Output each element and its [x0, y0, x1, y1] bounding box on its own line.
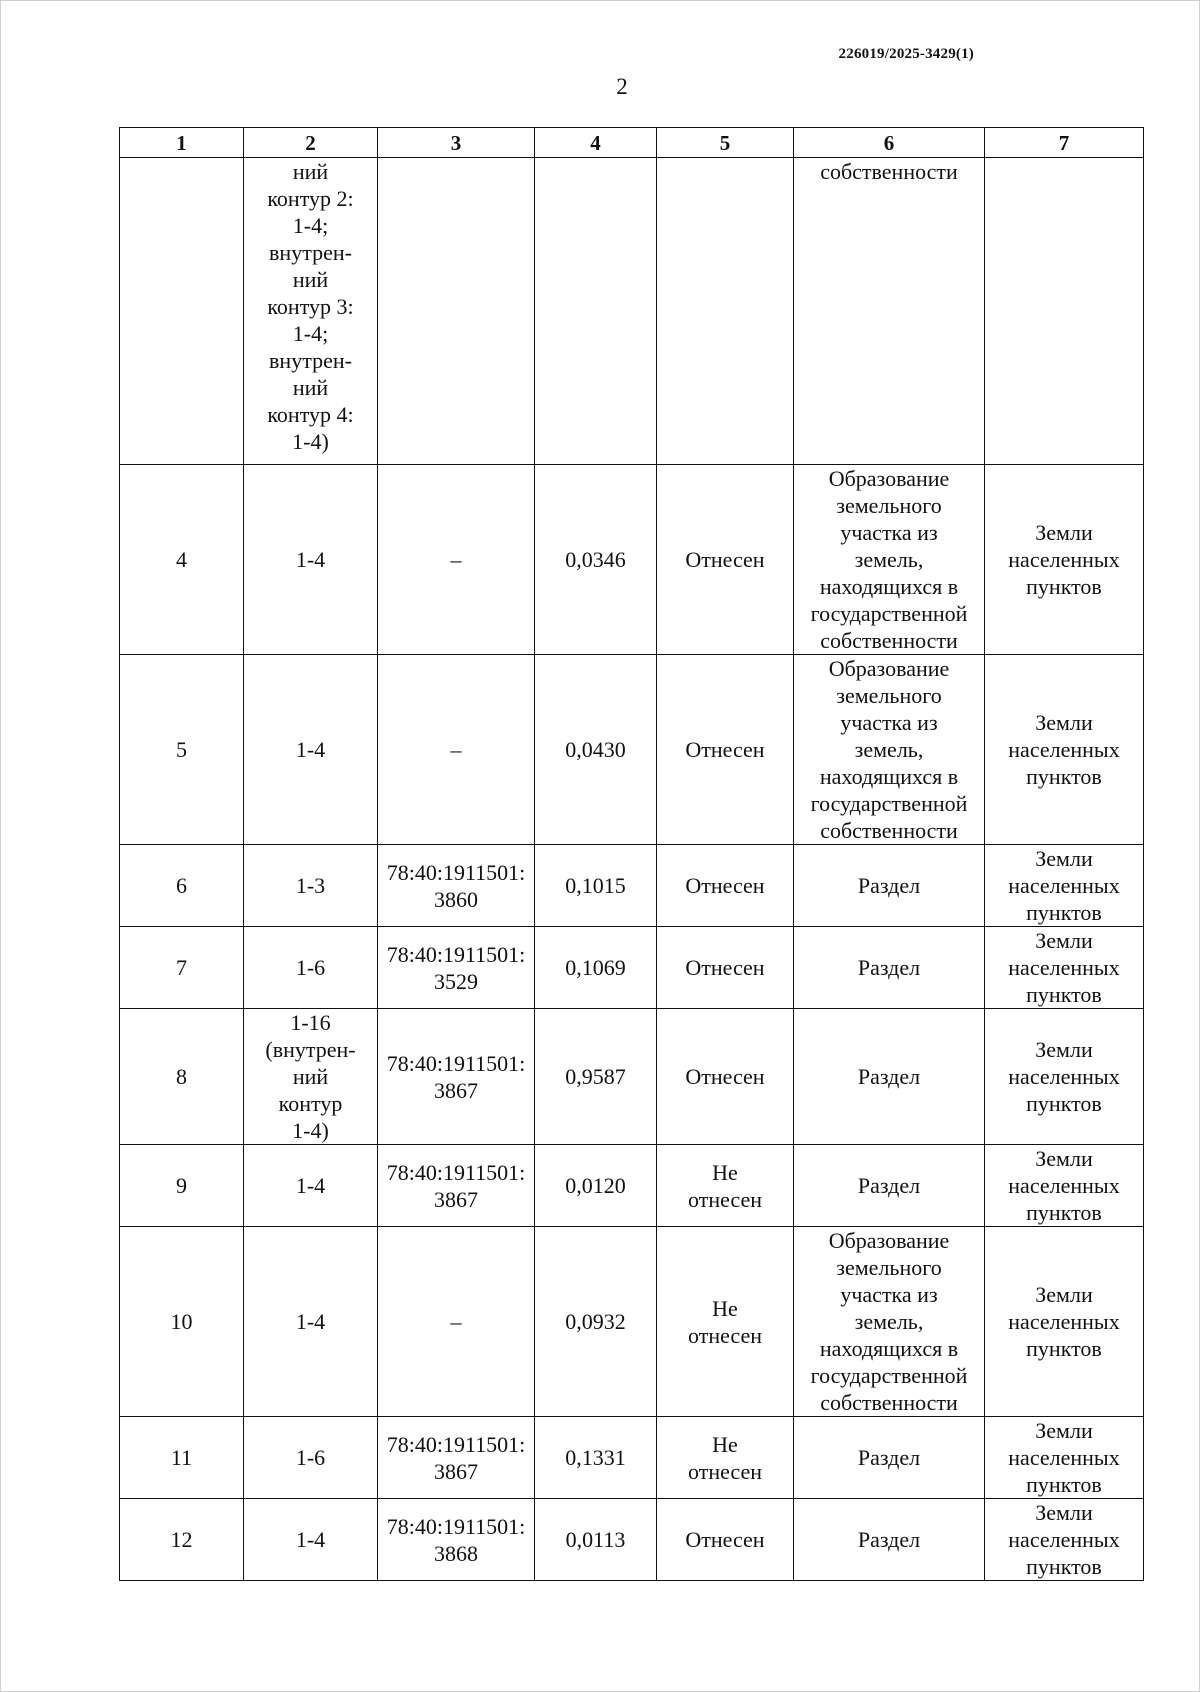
cell-line: земельного — [836, 683, 942, 708]
cell-category — [985, 1417, 1144, 1499]
cell-method — [794, 1499, 985, 1581]
cell-line: государственной — [810, 791, 968, 816]
cell-line: пунктов — [1026, 1554, 1102, 1579]
cell-line: 3868 — [434, 1540, 478, 1566]
cell-points — [244, 1145, 378, 1227]
cell-points — [244, 927, 378, 1009]
cell-line: Раздел — [857, 873, 921, 898]
cell-method — [794, 1009, 985, 1145]
table-row — [120, 465, 1144, 655]
cell-line: контур 2: — [267, 186, 354, 211]
cell-line: пунктов — [1026, 982, 1102, 1007]
cell-line: находящихся в — [819, 1336, 959, 1361]
cell-line: – — [450, 737, 462, 762]
cell-line: пунктов — [1026, 1472, 1102, 1497]
cell-line: населенных — [1008, 955, 1120, 980]
cell-line: собственности — [820, 818, 958, 843]
table-row — [120, 1417, 1144, 1499]
cell-category — [985, 1009, 1144, 1145]
cell-line: 78:40:1911501: — [386, 941, 526, 967]
cell-status — [657, 1145, 794, 1227]
cell-line: населенных — [1008, 1173, 1120, 1198]
cell-points — [244, 1009, 378, 1145]
cell-num: 12 — [120, 1499, 244, 1581]
cell-line: земель, — [854, 547, 924, 572]
cell-line: отнесен — [688, 1186, 762, 1212]
cell-area: 0,1331 — [535, 1417, 657, 1499]
column-header-5: 5 — [657, 128, 794, 158]
continuation-row — [120, 158, 1144, 465]
table-row — [120, 1499, 1144, 1581]
cell-line: 1-6 — [295, 1445, 326, 1470]
cell-line: 1-16 — [290, 1010, 331, 1035]
cell-line: населенных — [1008, 737, 1120, 762]
cell-line: находящихся в — [819, 764, 959, 789]
cell-method — [794, 1227, 985, 1417]
cell-line: Не — [712, 1431, 738, 1457]
cell-line: 78:40:1911501: — [386, 1050, 526, 1076]
cell-line: отнесен — [688, 1322, 762, 1348]
cell-line: ний — [292, 1064, 329, 1089]
cell-line: Земли — [1035, 928, 1093, 953]
cell-line: Раздел — [857, 1527, 921, 1552]
cell-line: 1-4; — [292, 213, 329, 238]
cell-category — [985, 655, 1144, 845]
cell-line: Отнесен — [685, 955, 765, 980]
cell-points — [244, 1417, 378, 1499]
cell-points — [244, 655, 378, 845]
cell-area: 0,0346 — [535, 465, 657, 655]
cell-cadastral — [378, 1499, 535, 1581]
column-header-1: 1 — [120, 128, 244, 158]
cell-line: контур 4: — [267, 402, 354, 427]
page-number: 2 — [616, 74, 628, 99]
cell-points — [244, 465, 378, 655]
cell-line: 1-4 — [295, 1309, 326, 1334]
cell-num: 7 — [120, 927, 244, 1009]
cell-line: Земли — [1035, 520, 1093, 545]
cell-line: Образование — [828, 466, 950, 491]
column-header-7: 7 — [985, 128, 1144, 158]
cell-area: 0,1069 — [535, 927, 657, 1009]
cell-line: Раздел — [857, 1173, 921, 1198]
cell-line: – — [450, 1309, 462, 1334]
cell-line: Образование — [828, 1228, 950, 1253]
cell-area: 0,1015 — [535, 845, 657, 927]
cell-cadastral — [378, 1227, 535, 1417]
cell-line: Отнесен — [685, 1064, 765, 1089]
cell-line: внутрен- — [269, 348, 352, 373]
cell-line: Раздел — [857, 1445, 921, 1470]
column-header-4: 4 — [535, 128, 657, 158]
cell-category — [985, 927, 1144, 1009]
cell-cadastral — [378, 1145, 535, 1227]
cell-status — [657, 158, 794, 465]
cell-category — [985, 845, 1144, 927]
cell-cadastral — [378, 927, 535, 1009]
cell-line: земельного — [836, 493, 942, 518]
cell-line: ний — [292, 159, 329, 184]
cell-category — [985, 1145, 1144, 1227]
cell-line: 3867 — [434, 1186, 478, 1212]
cell-line: земельного — [836, 1255, 942, 1280]
cell-line: 3867 — [434, 1458, 478, 1484]
cell-area: 0,9587 — [535, 1009, 657, 1145]
table-row — [120, 655, 1144, 845]
column-header-6: 6 — [794, 128, 985, 158]
cell-line: участка из — [840, 520, 938, 545]
cell-num: 4 — [120, 465, 244, 655]
cell-line: отнесен — [688, 1458, 762, 1484]
table-row — [120, 845, 1144, 927]
cell-line: 78:40:1911501: — [386, 1513, 526, 1539]
cell-line: ний — [292, 267, 329, 292]
cell-cadastral — [378, 845, 535, 927]
cell-status — [657, 1417, 794, 1499]
cell-method — [794, 655, 985, 845]
cell-status — [657, 1499, 794, 1581]
cell-line: 1-3 — [295, 873, 326, 898]
cell-line: 78:40:1911501: — [386, 1431, 526, 1457]
cell-points — [244, 158, 378, 465]
cell-line: участка из — [840, 1282, 938, 1307]
cell-status — [657, 1227, 794, 1417]
cell-method: собственности — [794, 158, 985, 465]
cell-line: Земли — [1035, 1500, 1093, 1525]
cell-line: населенных — [1008, 873, 1120, 898]
cell-line: земель, — [854, 737, 924, 762]
cell-line: пунктов — [1026, 1091, 1102, 1116]
cell-line: участка из — [840, 710, 938, 735]
cell-line: 1-4) — [292, 429, 329, 454]
cell-line: собственности — [820, 1390, 958, 1415]
cell-line: (внутрен- — [265, 1037, 356, 1062]
document-id: 226019/2025-3429(1) — [838, 46, 974, 62]
cell-method — [794, 845, 985, 927]
cell-line: пунктов — [1026, 574, 1102, 599]
cell-num: 11 — [120, 1417, 244, 1499]
cell-points — [244, 1499, 378, 1581]
cell-line: ний — [292, 375, 329, 400]
cell-line: Отнесен — [685, 547, 765, 572]
cell-line: Отнесен — [685, 737, 765, 762]
cell-line: 3860 — [434, 886, 478, 912]
cell-line: 3529 — [434, 968, 478, 994]
cell-line: Земли — [1035, 1037, 1093, 1062]
cell-line: пунктов — [1026, 1200, 1102, 1225]
cell-category — [985, 158, 1144, 465]
cell-line: 78:40:1911501: — [386, 859, 526, 885]
cell-line: 78:40:1911501: — [386, 1159, 526, 1185]
cell-line: Раздел — [857, 1064, 921, 1089]
cell-line: государственной — [810, 1363, 968, 1388]
cell-line: – — [450, 547, 462, 572]
cell-line: 1-4) — [292, 1118, 329, 1143]
cell-status — [657, 927, 794, 1009]
cell-line: собственности — [820, 628, 958, 653]
cell-category — [985, 1499, 1144, 1581]
column-header-row — [120, 128, 1144, 158]
cell-points — [244, 1227, 378, 1417]
cell-status — [657, 1009, 794, 1145]
cell-line: пунктов — [1026, 764, 1102, 789]
cell-line: Земли — [1035, 1418, 1093, 1443]
cell-cadastral — [378, 655, 535, 845]
cell-category — [985, 1227, 1144, 1417]
table-row — [120, 1009, 1144, 1145]
column-header-3: 3 — [378, 128, 535, 158]
cell-num: 6 — [120, 845, 244, 927]
cell-area: 0,0932 — [535, 1227, 657, 1417]
cell-line: 1-6 — [295, 955, 326, 980]
cell-area — [535, 158, 657, 465]
table-row — [120, 927, 1144, 1009]
cell-line: земель, — [854, 1309, 924, 1334]
cell-line: государственной — [810, 601, 968, 626]
cell-line: Не — [712, 1295, 738, 1321]
cell-num: 10 — [120, 1227, 244, 1417]
cell-line: населенных — [1008, 547, 1120, 572]
cell-area: 0,0430 — [535, 655, 657, 845]
cell-num — [120, 158, 244, 465]
cell-line: 1-4 — [295, 1527, 326, 1552]
cell-line: пунктов — [1026, 1336, 1102, 1361]
cell-area: 0,0113 — [535, 1499, 657, 1581]
cell-num: 8 — [120, 1009, 244, 1145]
cell-line: Земли — [1035, 1282, 1093, 1307]
cell-line: 3867 — [434, 1077, 478, 1103]
cell-line: Образование — [828, 656, 950, 681]
cell-points — [244, 845, 378, 927]
cell-area: 0,0120 — [535, 1145, 657, 1227]
cell-line: внутрен- — [269, 240, 352, 265]
cell-line: населенных — [1008, 1309, 1120, 1334]
cell-line: находящихся в — [819, 574, 959, 599]
column-header-2: 2 — [244, 128, 378, 158]
cell-line: Не — [712, 1159, 738, 1185]
cell-method — [794, 465, 985, 655]
cell-line: 1-4 — [295, 737, 326, 762]
cell-line: населенных — [1008, 1064, 1120, 1089]
cell-line: 1-4 — [295, 547, 326, 572]
cell-status — [657, 465, 794, 655]
land-plots-table — [119, 127, 1144, 1581]
cell-line: Земли — [1035, 846, 1093, 871]
cell-num: 5 — [120, 655, 244, 845]
cell-status — [657, 655, 794, 845]
cell-line: 1-4 — [295, 1173, 326, 1198]
table-row — [120, 1227, 1144, 1417]
cell-cadastral — [378, 1417, 535, 1499]
cell-cadastral — [378, 158, 535, 465]
cell-method — [794, 1145, 985, 1227]
cell-num: 9 — [120, 1145, 244, 1227]
cell-line: населенных — [1008, 1527, 1120, 1552]
cell-line: населенных — [1008, 1445, 1120, 1470]
cell-line: пунктов — [1026, 900, 1102, 925]
cell-line: контур — [278, 1091, 343, 1116]
cell-line: Отнесен — [685, 1527, 765, 1552]
cell-cadastral — [378, 465, 535, 655]
cell-line: Земли — [1035, 1146, 1093, 1171]
cell-line: Земли — [1035, 710, 1093, 735]
cell-line: контур 3: — [267, 294, 354, 319]
cell-method — [794, 927, 985, 1009]
cell-line: Отнесен — [685, 873, 765, 898]
cell-cadastral — [378, 1009, 535, 1145]
cell-line: 1-4; — [292, 321, 329, 346]
cell-category — [985, 465, 1144, 655]
cell-status — [657, 845, 794, 927]
cell-line: Раздел — [857, 955, 921, 980]
cell-method — [794, 1417, 985, 1499]
table-row — [120, 1145, 1144, 1227]
